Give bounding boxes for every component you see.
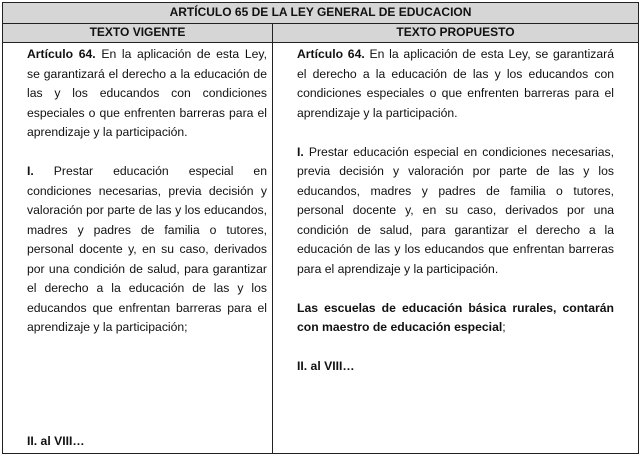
propuesto-new-paragraph-text: Las escuelas de educación básica rurales, contarán con maestro de educación especial (297, 300, 614, 334)
spacer (297, 123, 614, 143)
vigente-fraction-rest: II. al VIII… (27, 433, 85, 448)
vigente-cell (3, 43, 273, 454)
vigente-article-label: Artículo 64. (27, 47, 96, 61)
spacer (297, 279, 614, 299)
comparison-table (2, 2, 639, 454)
vigente-article-text: En la aplicación de esta Ley, se garantizará el derecho a la educación de las y los educandos con condiciones especiales o que enfrenten barreras para el aprendizaje y la participación. (27, 47, 267, 139)
propuesto-fraction-i-label: I. (297, 144, 304, 159)
vigente-fraction-i-label: I. (27, 164, 34, 178)
header-texto-vigente: TEXTO VIGENTE (3, 24, 273, 43)
propuesto-article-paragraph (297, 45, 614, 123)
propuesto-article-label: Artículo 64. (297, 47, 365, 61)
table-title: ARTÍCULO 65 DE LA LEY GENERAL DE EDUCACION (3, 3, 639, 24)
propuesto-fraction-i-text: Prestar educación especial en condiciones necesarias, previa decisión y valoración por parte de las y los educandos, madres y padres de familia o tutores, personal docente y, en su caso, derivados por una condición de salud, para garantizar el derecho a la educación de las y los educandos que enfrentan barreras para el aprendizaje y la participación. (297, 144, 614, 276)
title-row (3, 3, 639, 24)
header-row (3, 24, 639, 43)
vigente-fraction-i-text: Prestar educación especial en condiciones necesarias, previa decisión y valoración por parte de las y los educandos, madres y padres de familia o tutores, personal docente y, en su caso, derivados por una condición de salud, para garantizar el derecho a la educación de las y los educandos que enfrentan barreras para el aprendizaje y la participación; (27, 164, 267, 334)
spacer (27, 143, 267, 163)
propuesto-new-paragraph (297, 299, 614, 338)
spacer (297, 338, 614, 358)
vigente-fraction-i (27, 162, 267, 338)
header-texto-propuesto: TEXTO PROPUESTO (273, 24, 639, 43)
propuesto-fraction-i (297, 143, 614, 280)
propuesto-article-text: En la aplicación de esta Ley, se garantizará el derecho a la educación de las y los educandos con condiciones especiales o que enfrenten barreras para el aprendizaje y la participación. (297, 47, 614, 120)
propuesto-new-paragraph-end: ; (502, 320, 506, 334)
vigente-article-paragraph (27, 45, 267, 143)
propuesto-fraction-rest: II. al VIII… (297, 359, 355, 373)
content-row (3, 43, 639, 454)
propuesto-cell (273, 43, 639, 454)
